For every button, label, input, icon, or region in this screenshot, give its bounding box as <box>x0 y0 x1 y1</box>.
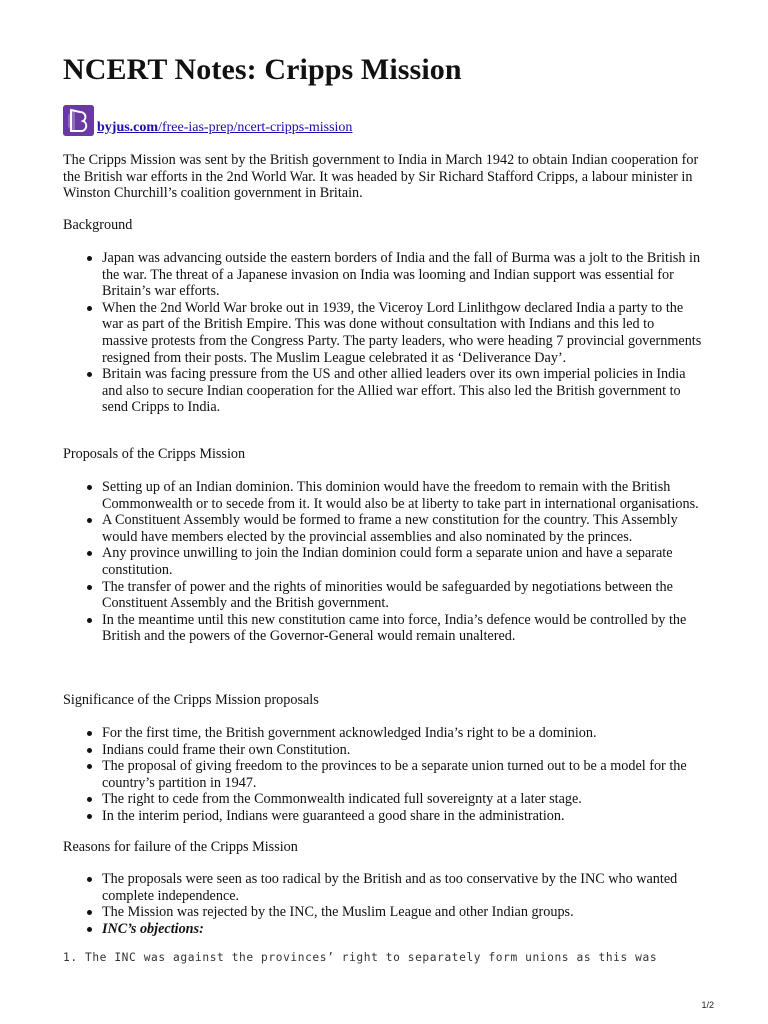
list-item: The proposal of giving freedom to the provinces to be a separate union turned out to be a model for the country’s partition in 1947. <box>102 758 702 791</box>
list-item: The proposals were seen as too radical by the British and as too conservative by the INC who wanted complete independence. <box>102 871 702 904</box>
significance-list <box>63 725 702 825</box>
page-title: NCERT Notes: Cripps Mission <box>63 53 462 86</box>
list-item: A Constituent Assembly would be formed to frame a new constitution for the country. This Assembly would have members elected by the provincial assemblies and also nominated by the princes. <box>102 512 702 545</box>
background-list <box>63 250 702 416</box>
list-item: The transfer of power and the rights of minorities would be safeguarded by negotiations between the Constituent Assembly and the British government. <box>102 579 702 612</box>
list-item: Britain was facing pressure from the US and other allied leaders over its own imperial policies in India and also to secure Indian cooperation for the Allied war effort. This also led the British government to send Cripps to India. <box>102 366 702 416</box>
list-item: Setting up of an Indian dominion. This dominion would have the freedom to remain with the British Commonwealth or to secede from it. It would also be at liberty to take part in international organisations. <box>102 479 702 512</box>
section-heading-significance: Significance of the Cripps Mission proposals <box>63 692 319 708</box>
byjus-logo-icon <box>63 105 94 136</box>
section-heading-background: Background <box>63 217 133 233</box>
numbered-objection-line: 1. The INC was against the provinces’ right to separately form unions as this was <box>63 951 658 964</box>
intro-paragraph: The Cripps Mission was sent by the British government to India in March 1942 to obtain Indian cooperation for the British war efforts in the 2nd World War. It was headed by Sir Richard Stafford Cripps, a labour minister in Winston Churchill’s coalition government in Britain. <box>63 152 699 202</box>
list-item: Any province unwilling to join the Indian dominion could form a separate union and have a separate constitution. <box>102 545 702 578</box>
source-link[interactable]: byjus.com/free-ias-prep/ncert-cripps-mission <box>97 120 353 135</box>
list-item: The Mission was rejected by the INC, the Muslim League and other Indian groups. <box>102 904 702 921</box>
list-item: The right to cede from the Commonwealth indicated full sovereignty at a later stage. <box>102 791 702 808</box>
failure-list <box>63 871 702 937</box>
section-heading-proposals: Proposals of the Cripps Mission <box>63 446 246 462</box>
list-item: In the meantime until this new constitution came into force, India’s defence would be controlled by the British and the powers of the Governor-General would remain unaltered. <box>102 612 702 645</box>
list-item: Indians could frame their own Constitution. <box>102 742 702 759</box>
list-item: For the first time, the British government acknowledged India’s right to be a dominion. <box>102 725 702 742</box>
list-item: When the 2nd World War broke out in 1939, the Viceroy Lord Linlithgow declared India a party to the war as part of the British Empire. This was done without consultation with Indians and this led to massive protests from the Congress Party. The party leaders, who were heading 7 provincial governments resigned from their posts. The Muslim League celebrated it as ‘Deliverance Day’. <box>102 299 702 366</box>
source-line <box>63 104 352 136</box>
list-item: In the interim period, Indians were guaranteed a good share in the administration. <box>102 808 702 825</box>
section-heading-failure: Reasons for failure of the Cripps Mission <box>63 839 298 855</box>
proposals-list <box>63 479 702 645</box>
inc-objections-label: INC’s objections: <box>102 921 702 938</box>
page-number: 1/2 <box>701 1000 714 1010</box>
list-item: Japan was advancing outside the eastern borders of India and the fall of Burma was a jolt to the British in the war. The threat of a Japanese invasion on India was looming and Indian support was essential for Britain’s war efforts. <box>102 250 701 300</box>
